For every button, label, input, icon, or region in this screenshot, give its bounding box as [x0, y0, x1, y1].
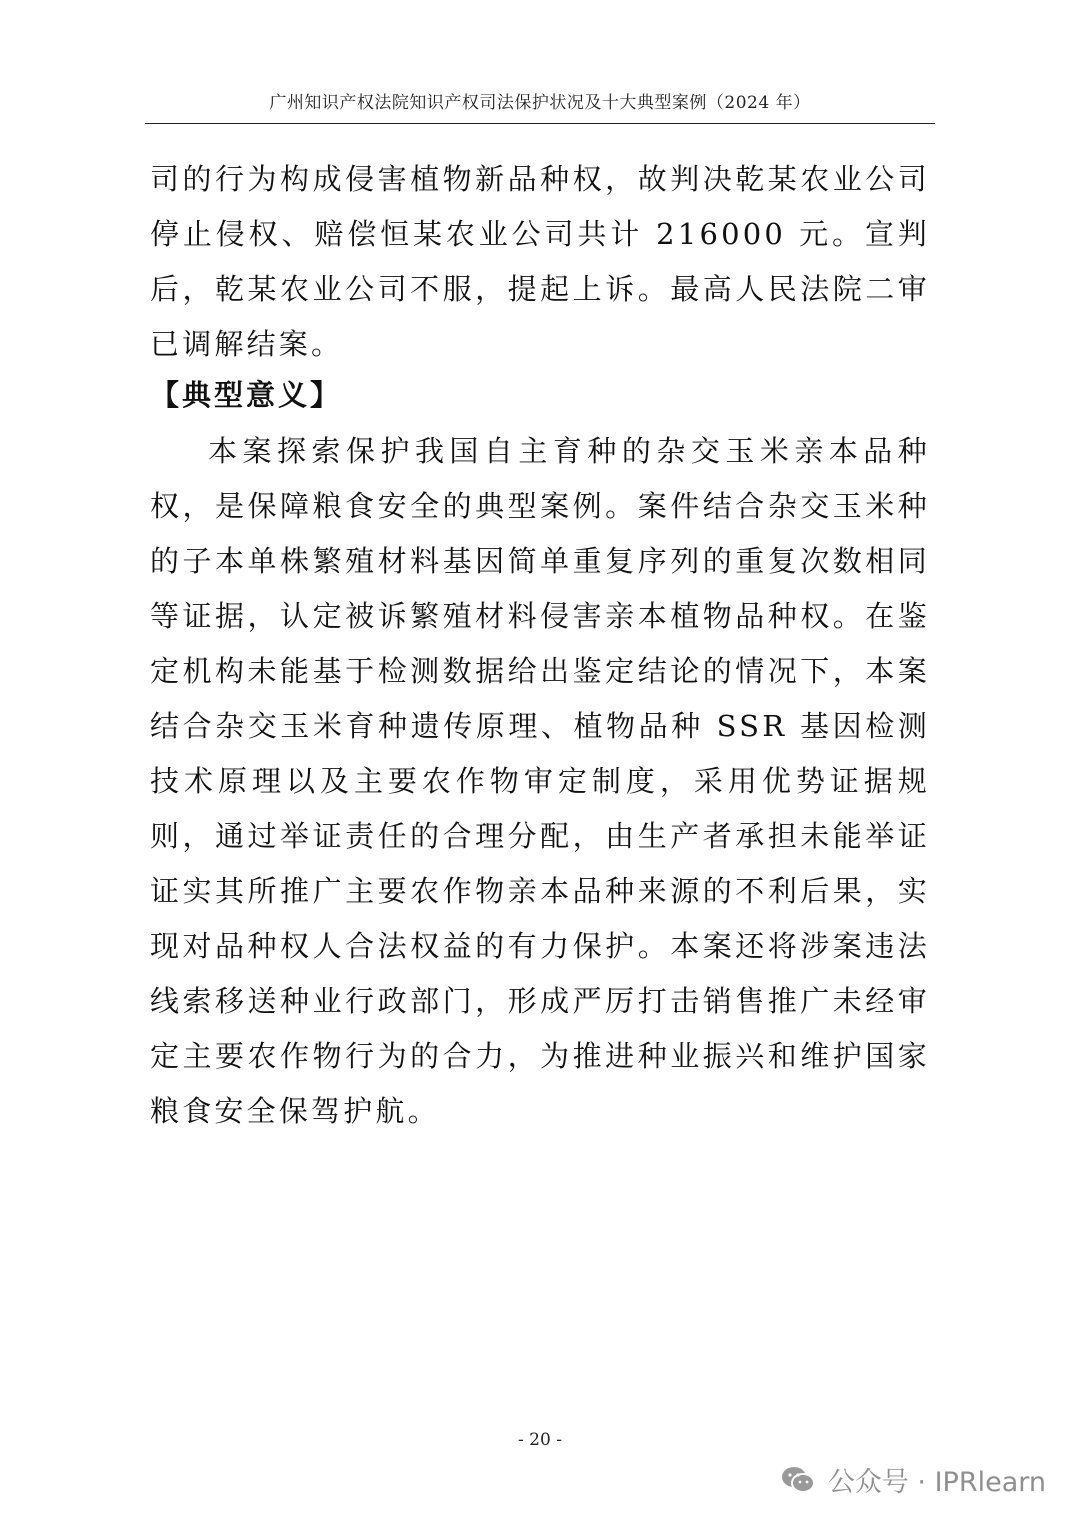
body-paragraph-continuation: 司的行为构成侵害植物新品种权，故判决乾某农业公司停止侵权、赔偿恒某农业公司共计 216000 元。宣判后，乾某农业公司不服，提起上诉。最高人民法院二审已调解结案。: [150, 162, 930, 361]
watermark: [780, 1460, 1046, 1499]
watermark-text: 公众号 · IPRlearn: [827, 1467, 1046, 1498]
page-number: - 20 -: [518, 1430, 562, 1450]
running-header: 广州知识产权法院知识产权司法保护状况及十大典型案例（2024 年）: [269, 93, 811, 113]
body-paragraph-significance: 本案探索保护我国自主育种的杂交玉米亲本品种权，是保障粮食安全的典型案例。案件结合杂交玉米种的子本单株繁殖材料基因简单重复序列的重复次数相同等证据，认定被诉繁殖材料侵害亲本植物品种权。在鉴定机构未能基于检测数据给出鉴定结论的情况下，本案结合杂交玉米育种遗传原理、植物品种 SSR 基因检测技术原理以及主要农作物审定制度，采用优势证据规则，通过举证责任的合理分配，由生产者承担未能举证证实其所推广主要农作物亲本品种来源的不利后果，实现对品种权人合法权益的有力保护。本案还将涉案违法线索移送种业行政部门，形成严厉打击销售推广未经审定主要农作物行为的合力，为推进种业振兴和维护国家粮食安全保驾护航。: [150, 434, 930, 1128]
header-divider: [145, 123, 935, 124]
section-heading: 【典型意义】: [150, 378, 343, 412]
wechat-icon: [780, 1465, 816, 1495]
